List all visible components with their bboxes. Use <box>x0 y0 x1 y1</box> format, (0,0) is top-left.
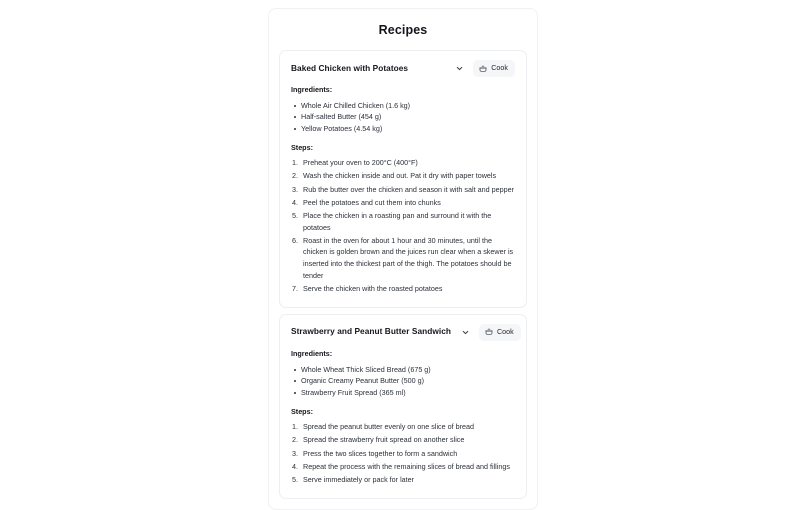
cook-button-label: Cook <box>491 63 508 72</box>
list-item: Repeat the process with the remaining slices of bread and fillings <box>303 461 510 471</box>
list-item: Whole Air Chilled Chicken (1.6 kg) <box>291 100 515 112</box>
list-item: Whole Wheat Thick Sliced Bread (675 g) <box>291 364 515 376</box>
recipe-title: Strawberry and Peanut Butter Sandwich <box>291 326 451 337</box>
recipe-title: Baked Chicken with Potatoes <box>291 62 409 73</box>
recipe-card <box>279 314 527 499</box>
ingredients-list <box>291 364 515 399</box>
steps-heading: Steps: <box>291 142 313 152</box>
steps-heading: Steps: <box>291 406 313 416</box>
page-title: Recipes <box>378 23 428 37</box>
list-item: Half-salted Butter (454 g) <box>291 111 515 123</box>
list-item: Organic Creamy Peanut Butter (500 g) <box>291 375 515 387</box>
list-item: Press the two slices together to form a sandwich <box>303 448 458 458</box>
recipe-card-header <box>291 60 515 77</box>
list-item: Wash the chicken inside and out. Pat it dry with paper towels <box>303 171 497 181</box>
list-item: Serve the chicken with the roasted potatoes <box>303 283 443 293</box>
chevron-down-icon[interactable] <box>451 61 467 77</box>
steps-list <box>291 421 515 485</box>
recipes-container <box>268 8 538 510</box>
list-item: Preheat your oven to 200°C (400°F) <box>303 158 418 168</box>
list-item: Peel the potatoes and cut them into chunks <box>303 197 441 207</box>
list-item: Yellow Potatoes (4.54 kg) <box>291 123 515 135</box>
list-item: Serve immediately or pack for later <box>303 474 415 484</box>
list-item: Spread the strawberry fruit spread on another slice <box>303 435 465 445</box>
cooking-pot-icon <box>479 60 487 78</box>
list-item: Roast in the oven for about 1 hour and 30 minutes, until the chicken is golden brown and the juices run clear when a skewer is inserted into the thickest part of the thigh. The potatoes should be tender <box>303 235 514 280</box>
ingredients-heading: Ingredients: <box>291 85 333 94</box>
list-item: Spread the peanut butter evenly on one slice of bread <box>303 422 475 432</box>
list-item: Strawberry Fruit Spread (365 ml) <box>291 387 515 399</box>
list-item: Place the chicken in a roasting pan and surround it with the potatoes <box>303 210 492 232</box>
list-item: Rub the butter over the chicken and season it with salt and pepper <box>303 184 514 194</box>
cooking-pot-icon <box>485 323 493 341</box>
ingredients-list <box>291 100 515 135</box>
recipe-list <box>279 50 527 499</box>
chevron-down-icon[interactable] <box>457 324 473 340</box>
steps-list <box>291 157 515 294</box>
ingredients-heading: Ingredients: <box>291 348 333 358</box>
recipe-card <box>279 50 527 308</box>
cook-button-label: Cook <box>497 327 514 336</box>
cook-button[interactable] <box>479 324 521 341</box>
recipe-card-header <box>291 324 515 341</box>
cook-button[interactable] <box>473 60 515 77</box>
